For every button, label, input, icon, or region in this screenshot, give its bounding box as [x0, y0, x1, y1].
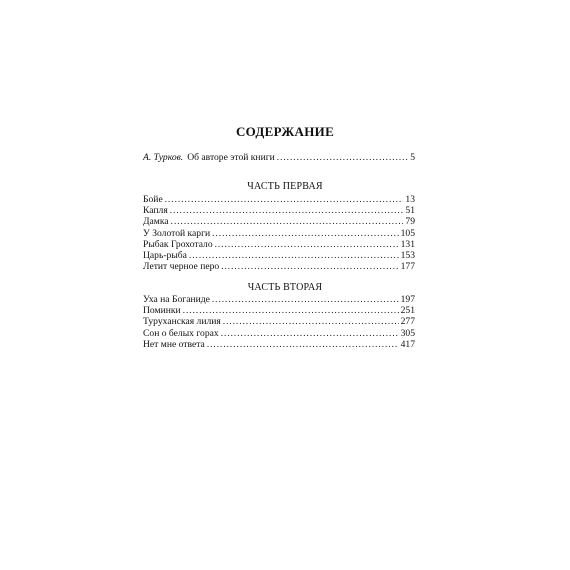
- toc-entry: [143, 228, 415, 239]
- entry-title: Уха на Боганиде: [143, 294, 210, 305]
- toc-entry: [143, 250, 415, 261]
- entry-page: 51: [405, 205, 415, 217]
- entry-title: Капля: [143, 205, 168, 217]
- entry-title: Сон о белых горах: [143, 327, 219, 339]
- entry-title: Рыбак Грохотало: [143, 238, 213, 250]
- entry-title: У Золотой карги: [143, 227, 211, 239]
- entry-page: 105: [400, 227, 415, 239]
- entry-page: 177: [400, 261, 415, 273]
- dot-leader: [207, 339, 399, 350]
- part-one-heading: ЧАСТЬ ПЕРВАЯ: [247, 181, 323, 192]
- entry-page: 251: [400, 305, 415, 317]
- contents-heading: СОДЕРЖАНИЕ: [235, 124, 335, 139]
- toc-entry: [143, 294, 415, 305]
- preface-author: А. Турков.: [143, 152, 184, 163]
- entry-page: 417: [400, 338, 415, 350]
- entry-title: Туруханская лилия: [143, 316, 221, 328]
- entry-page: 153: [400, 249, 415, 261]
- entry-title: Летит черное перо: [143, 261, 220, 273]
- entry-title: Поминки: [143, 305, 181, 317]
- dot-leader: [212, 294, 399, 305]
- entry-page: 79: [405, 216, 415, 228]
- dot-leader: [221, 261, 398, 272]
- dot-leader: [170, 205, 404, 216]
- entry-title: Царь-рыба: [143, 249, 187, 261]
- entry-page: 131: [400, 238, 415, 250]
- dot-leader: [165, 194, 404, 205]
- entry-page: 13: [405, 194, 415, 205]
- part-one-list: [143, 194, 415, 272]
- dot-leader: [189, 250, 399, 261]
- entry-title: Нет мне ответа: [143, 338, 205, 350]
- part-two-heading: ЧАСТЬ ВТОРАЯ: [247, 282, 323, 293]
- entry-page: 305: [400, 327, 415, 339]
- preface-title: Об авторе этой книги: [187, 152, 275, 163]
- dot-leader: [183, 305, 399, 316]
- toc-entry: [143, 305, 415, 316]
- toc-entry: [143, 316, 415, 327]
- toc-entry: [143, 328, 415, 339]
- dot-leader: [215, 239, 399, 250]
- preface-page: 5: [410, 152, 415, 163]
- part-two-list: [143, 294, 415, 350]
- toc-entry: [143, 261, 415, 272]
- dot-leader: [212, 228, 398, 239]
- dot-leader: [171, 216, 404, 227]
- entry-title: Дамка: [143, 216, 169, 228]
- toc-entry: [143, 216, 415, 227]
- dot-leader: [277, 152, 408, 163]
- toc-entry: [143, 194, 415, 205]
- entry-page: 197: [400, 294, 415, 305]
- entry-page: 277: [400, 316, 415, 328]
- dot-leader: [223, 316, 399, 327]
- preface-list: [143, 152, 415, 163]
- toc-entry-preface: [143, 152, 415, 163]
- dot-leader: [221, 328, 399, 339]
- toc-entry: [143, 205, 415, 216]
- toc-entry: [143, 239, 415, 250]
- entry-title: Бойе: [143, 194, 163, 205]
- toc-entry: [143, 339, 415, 350]
